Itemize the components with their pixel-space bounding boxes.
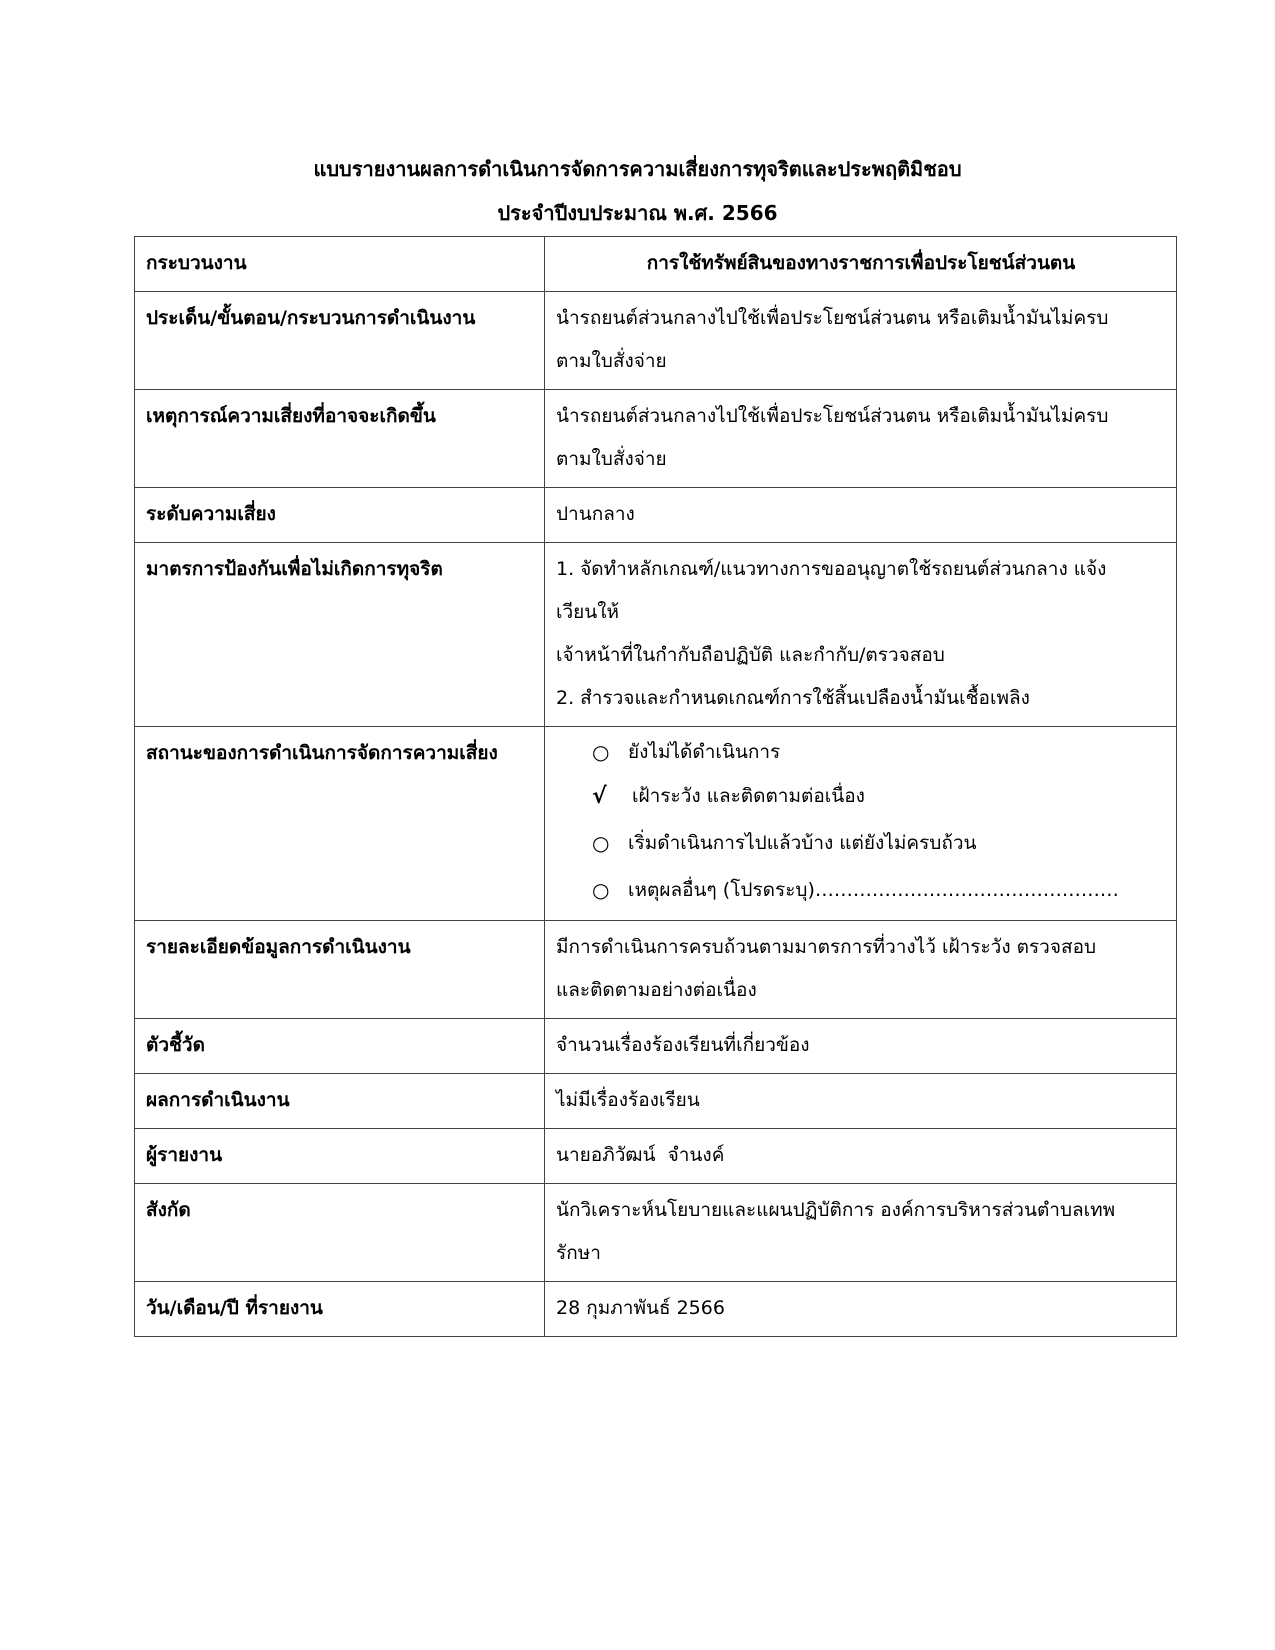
table-row-status bbox=[135, 727, 1177, 921]
status-option-monitoring bbox=[556, 773, 1166, 820]
status-option-text: เหตุผลอื่นๆ (โปรดระบุ)………………………………………… bbox=[628, 879, 1119, 901]
process-issue-label: ประเด็น/ขั้นตอน/กระบวนการดำเนินงาน bbox=[135, 292, 545, 390]
risk-event-value bbox=[545, 390, 1177, 488]
result-label: ผลการดำเนินงาน bbox=[135, 1074, 545, 1129]
table-row-process bbox=[135, 237, 1177, 292]
process-issue-line-2: ตามใบสั่งจ่าย bbox=[556, 350, 667, 372]
risk-level-label: ระดับความเสี่ยง bbox=[135, 488, 545, 543]
reporter-value: นายอภิวัฒน์ จำนงค์ bbox=[545, 1129, 1177, 1184]
affiliation-label: สังกัด bbox=[135, 1184, 545, 1282]
affiliation-value bbox=[545, 1184, 1177, 1282]
table-row-affiliation bbox=[135, 1184, 1177, 1282]
details-value bbox=[545, 921, 1177, 1019]
circle-icon: ○ bbox=[592, 878, 610, 902]
table-row-risk-event bbox=[135, 390, 1177, 488]
document-title: แบบรายงานผลการดำเนินการจัดการความเสี่ยงการทุจริตและประพฤติมิชอบ bbox=[313, 157, 962, 181]
header-value-cell: การใช้ทรัพย์สินของทางราชการเพื่อประโยชน์ส่วนตน bbox=[545, 237, 1177, 292]
process-issue-line-1: นำรถยนต์ส่วนกลางไปใช้เพื่อประโยชน์ส่วนตน หรือเติมน้ำมันไม่ครบ bbox=[556, 307, 1109, 329]
circle-icon: ○ bbox=[592, 740, 610, 764]
prevention-line-3: เจ้าหน้าที่ในกำกับถือปฏิบัติ และกำกับ/ตรวจสอบ bbox=[556, 644, 945, 666]
check-icon: √ bbox=[592, 784, 607, 809]
affiliation-line-2: รักษา bbox=[556, 1242, 601, 1264]
prevention-line-4: 2. สำรวจและกำหนดเกณฑ์การใช้สิ้นเปลืองน้ำมันเชื้อเพลิง bbox=[556, 687, 1030, 709]
table-row-prevention bbox=[135, 543, 1177, 727]
status-options bbox=[545, 727, 1177, 921]
report-date-label: วัน/เดือน/ปี ที่รายงาน bbox=[135, 1282, 545, 1337]
circle-icon: ○ bbox=[592, 831, 610, 855]
status-option-text: เฝ้าระวัง และติดตามต่อเนื่อง bbox=[632, 785, 865, 807]
table-row-reporter bbox=[135, 1129, 1177, 1184]
table-row-process-issue bbox=[135, 292, 1177, 390]
table-row-indicator bbox=[135, 1019, 1177, 1074]
status-option-other bbox=[556, 867, 1166, 914]
report-date-value: 28 กุมภาพันธ์ 2566 bbox=[545, 1282, 1177, 1337]
reporter-label: ผู้รายงาน bbox=[135, 1129, 545, 1184]
indicator-label: ตัวชี้วัด bbox=[135, 1019, 545, 1074]
risk-event-line-1: นำรถยนต์ส่วนกลางไปใช้เพื่อประโยชน์ส่วนตน หรือเติมน้ำมันไม่ครบ bbox=[556, 405, 1109, 427]
document-subtitle: ประจำปีงบประมาณ พ.ศ. 2566 bbox=[497, 201, 778, 225]
table-row-result bbox=[135, 1074, 1177, 1129]
risk-event-label: เหตุการณ์ความเสี่ยงที่อาจจะเกิดขึ้น bbox=[135, 390, 545, 488]
details-label: รายละเอียดข้อมูลการดำเนินงาน bbox=[135, 921, 545, 1019]
affiliation-line-1: นักวิเคราะห์นโยบายและแผนปฏิบัติการ องค์การบริหารส่วนตำบลเทพ bbox=[556, 1199, 1116, 1221]
table-row-report-date bbox=[135, 1282, 1177, 1337]
risk-level-value: ปานกลาง bbox=[545, 488, 1177, 543]
details-line-1: มีการดำเนินการครบถ้วนตามมาตรการที่วางไว้ เฝ้าระวัง ตรวจสอบ bbox=[556, 936, 1097, 958]
prevention-line-2: เวียนให้ bbox=[556, 601, 620, 623]
result-value: ไม่มีเรื่องร้องเรียน bbox=[545, 1074, 1177, 1129]
table-row-details bbox=[135, 921, 1177, 1019]
prevention-line-1: 1. จัดทำหลักเกณฑ์/แนวทางการขออนุญาตใช้รถยนต์ส่วนกลาง แจ้ง bbox=[556, 558, 1107, 580]
risk-report-table bbox=[134, 236, 1177, 1337]
header-label-cell: กระบวนงาน bbox=[135, 237, 545, 292]
table-row-risk-level bbox=[135, 488, 1177, 543]
prevention-value bbox=[545, 543, 1177, 727]
status-option-partial bbox=[556, 820, 1166, 867]
prevention-label: มาตรการป้องกันเพื่อไม่เกิดการทุจริต bbox=[135, 543, 545, 727]
status-option-text: เริ่มดำเนินการไปแล้วบ้าง แต่ยังไม่ครบถ้วน bbox=[628, 832, 977, 854]
details-line-2: และติดตามอย่างต่อเนื่อง bbox=[556, 979, 757, 1001]
process-issue-value bbox=[545, 292, 1177, 390]
status-option-text: ยังไม่ได้ดำเนินการ bbox=[628, 741, 781, 763]
status-option-not-started bbox=[556, 732, 1166, 773]
risk-event-line-2: ตามใบสั่งจ่าย bbox=[556, 448, 667, 470]
status-label: สถานะของการดำเนินการจัดการความเสี่ยง bbox=[135, 727, 545, 921]
indicator-value: จำนวนเรื่องร้องเรียนที่เกี่ยวข้อง bbox=[545, 1019, 1177, 1074]
